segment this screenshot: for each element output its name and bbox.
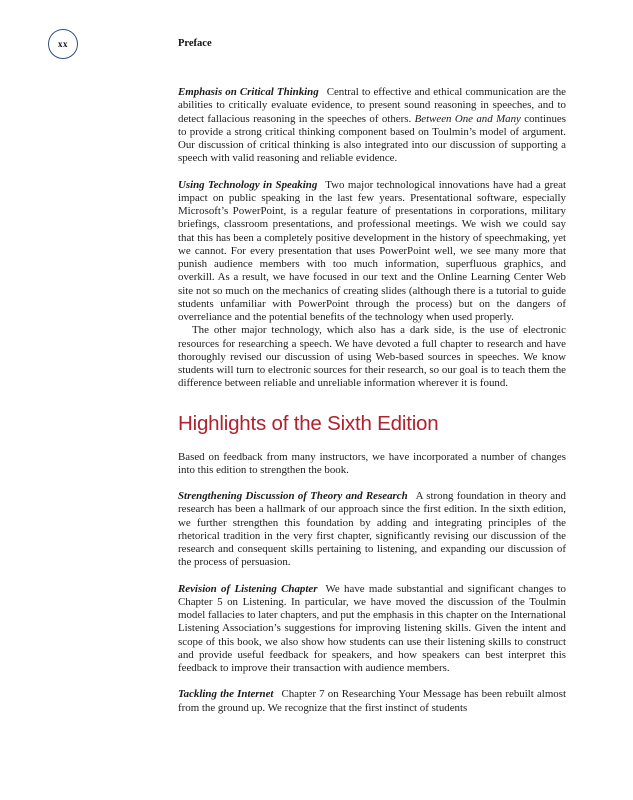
critical-thinking-text-1: Central to effective and ethical communication are the abilities to critically evaluate evidence, to present sound reasoning in speeches, and to detect fallacious reasoning in the speeches of others.: [178, 86, 566, 125]
running-head: Preface: [178, 38, 212, 49]
technology-text: Two major technological innovations have had a great impact on public speaking in the last few years. Presentational software, especially Microsoft’s PowerPoint, is a regular feature of presentations in corporations, military briefings, classroom presentations, and professional meetings. We wish we could say that this has been a completely positive development in the history of speechmaking, yet we cannot. For every presentation that uses PowerPoint well, we see many more that punish audience members with too much information, superfluous graphics, and overkill. As a result, we have focused in our text and the Online Learning Center Web site not so much on the mechanics of creating slides (although there is a tutorial to guide students unfamiliar with PowerPoint through the process) but on the dangers of overreliance and the potential benefits of the technology when used properly.: [178, 178, 567, 323]
subheading-technology: Using Technology in Speaking: [178, 178, 318, 191]
body-text: [178, 86, 566, 715]
subheading-listening: Revision of Listening Chapter: [178, 582, 318, 595]
page-number: xx: [58, 39, 68, 49]
paragraph-technology: [178, 179, 566, 325]
paragraph-technology-2: The other major technology, which also has a dark side, is the use of electronic resources for researching a speech. We have devoted a full chapter to research and have thoroughly revised our discussion of using Web-based sources in speeches. We know students will turn to electronic sources for their research, so our goal is to teach them the difference between reliable and unreliable information wherever it is found.: [178, 324, 566, 390]
subheading-theory: Strengthening Discussion of Theory and Research: [178, 490, 408, 502]
theory-text: A strong foundation in theory and research has been a hallmark of our approach since the first edition. In the sixth edition, we further strengthen this foundation by adding and integrating principles of the rhetorical tradition in the very first chapter, significantly revising our discussion of the research and consequent skills pertaining to listening, and expanding our discussion of the process of persuasion.: [178, 490, 566, 569]
section-heading-highlights: Highlights of the Sixth Edition: [178, 411, 439, 435]
internet-text: Chapter 7 on Researching Your Message has been rebuilt almost from the ground up. We recognize that the first instinct of students: [178, 688, 566, 714]
subheading-internet: Tackling the Internet: [178, 688, 274, 701]
listening-text: We have made substantial and significant changes to Chapter 5 on Listening. In particular, we have moved the discussion of the Toulmin model fallacies to later chapters, and put the emphasis in this chapter on the International Listening Association’s suggestions for improving listening skills. Given the intent and scope of this book, we also show how students can use their listening skills to construct and provide useful feedback for speakers, and how speakers can best interpret this feedback to improve their transaction with audience members.: [178, 582, 567, 674]
paragraph-internet: [178, 688, 566, 715]
paragraph-listening: [178, 583, 566, 676]
paragraph-highlights-intro: Based on feedback from many instructors, we have incorporated a number of changes into this edition to strengthen the book.: [178, 450, 566, 476]
critical-thinking-text-2: continues to provide a strong critical thinking component based on Toulmin’s model of argument. Our discussion of critical thinking is also integrated into our discussion of supporting a speech with valid reasoning and reliable evidence.: [178, 112, 566, 165]
book-title: Between One and Many: [414, 112, 521, 125]
paragraph-theory: [178, 490, 566, 570]
page-number-badge: [48, 29, 78, 59]
paragraph-critical-thinking: [178, 86, 566, 166]
subheading-critical-thinking: Emphasis on Critical Thinking: [178, 86, 319, 98]
